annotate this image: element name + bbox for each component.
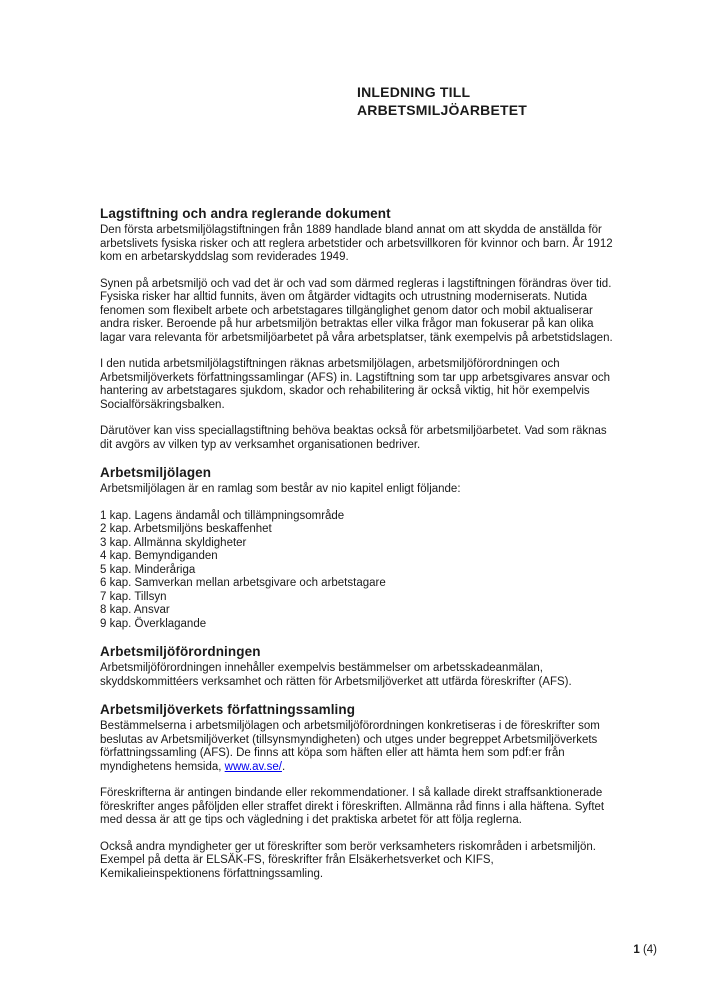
paragraph-text: Bestämmelserna i arbetsmiljölagen och arbetsmiljöförordningen konkretiseras i de föreskrifter som beslutas av Arbetsmiljöverket (tillsynsmyndigheten) och utges under begreppet Arbetsmiljöverkets författningssamling (AFS). De finns att köpa som häften eller att hämta hem som pdf:er från myndighetens hemsida, xyxy=(100,720,600,773)
chapter-list-item: 2 kap. Arbetsmiljöns beskaffenhet xyxy=(100,523,272,535)
chapter-list-item: 6 kap. Samverkan mellan arbetsgivare och arbetstagare xyxy=(100,577,386,589)
paragraph: Synen på arbetsmiljö och vad det är och vad som därmed regleras i lagstiftningen förändras över tid. Fysiska risker har alltid funnits, även om åtgärder vidtagits och utrustning moderniserats. Nutida fenomen som flexibelt arbete och arbetstagares tillgänglighet genom dator och mobil aktualiserar andra risker. Beroende på hur arbetsmiljön betraktas eller vilka frågor man fokuserar på kan olika lagar vara relevanta för arbetsmiljöarbetet på våra arbetsplatser, tänk exempelvis på arbetstidslagen. xyxy=(100,277,613,344)
document-title-line1: INLEDNING TILL xyxy=(357,84,471,100)
paragraph: Arbetsmiljöförordningen innehåller exempelvis bestämmelser om arbetsskadeanmälan, skyddskommittéers verksamhet och rätten för Arbetsmiljöverket att utfärda föreskrifter (AFS). xyxy=(100,662,572,688)
av-se-link[interactable]: www.av.se/ xyxy=(224,760,282,773)
paragraph-text: . xyxy=(281,760,286,773)
chapter-list-item: 8 kap. Ansvar xyxy=(100,604,170,616)
paragraph: Den första arbetsmiljölagstiftningen från 1889 handlade bland annat om att skydda de anställda för arbetslivets fysiska risker och att reglera arbetstider och arbetsvillkoren för kvinnor och barn. År 1912 kom en arbetarskyddslag som reviderades 1949. xyxy=(100,224,613,263)
paragraph: Också andra myndigheter ger ut föreskrifter som berör verksamheters riskområden i arbetsmiljön. Exempel på detta är ELSÄK-FS, föreskrifter från Elsäkerhetsverket och KIFS, Kemikalieinspektionens författningssamling. xyxy=(100,840,596,880)
chapter-list-item: 5 kap. Minderåriga xyxy=(100,563,196,576)
chapter-list-item: 1 kap. Lagens ändamål och tillämpningsområde xyxy=(100,509,345,522)
paragraph: Därutöver kan viss speciallagstiftning behöva beaktas också för arbetsmiljöarbetet. Vad som räknas dit avgörs av vilken typ av verksamhet organisationen bedriver. xyxy=(100,425,607,451)
chapter-list-item: 7 kap. Tillsyn xyxy=(100,590,167,603)
section-heading-forordningen: Arbetsmiljöförordningen xyxy=(100,644,261,659)
paragraph: Arbetsmiljölagen är en ramlag som består av nio kapitel enligt följande: xyxy=(100,483,461,495)
chapter-list-item: 3 kap. Allmänna skyldigheter xyxy=(100,536,247,549)
page-number-total: (4) xyxy=(639,944,657,956)
document-title xyxy=(357,83,527,119)
paragraph: Föreskrifterna är antingen bindande eller rekommendationer. I så kallade direkt straffsanktionerade föreskrifter anges påföljden eller straffet direkt i föreskriften. Allmänna råd finns i alla häftena. Syftet med dessa är att ge tips och vägledning i det praktiska arbetet för att följa reglerna. xyxy=(100,787,605,826)
document-body xyxy=(100,206,615,894)
chapter-list xyxy=(100,510,615,632)
chapter-list-item: 4 kap. Bemyndiganden xyxy=(100,550,218,562)
page-number xyxy=(633,944,657,957)
section-heading-arbetsmiljolagen: Arbetsmiljölagen xyxy=(100,465,212,480)
paragraph: I den nutida arbetsmiljölagstiftningen räknas arbetsmiljölagen, arbetsmiljöförordningen och Arbetsmiljöverkets författningssamlingar (AFS) in. Lagstiftning som tar upp arbetsgivares ansvar och hantering av arbetstagares sjukdom, skador och rehabilitering är också viktig, hit hör exempelvis Socialförsäkringsbalken. xyxy=(100,358,611,411)
section-heading-forfattningssamling: Arbetsmiljöverkets författningssamling xyxy=(100,702,356,717)
chapter-list-item: 9 kap. Överklagande xyxy=(100,617,207,630)
section-heading-lagstiftning: Lagstiftning och andra reglerande dokument xyxy=(100,206,391,221)
page-number-current: 1 xyxy=(633,944,640,956)
document-title-line2: ARBETSMILJÖARBETET xyxy=(357,102,528,118)
paragraph-with-link xyxy=(100,720,615,774)
